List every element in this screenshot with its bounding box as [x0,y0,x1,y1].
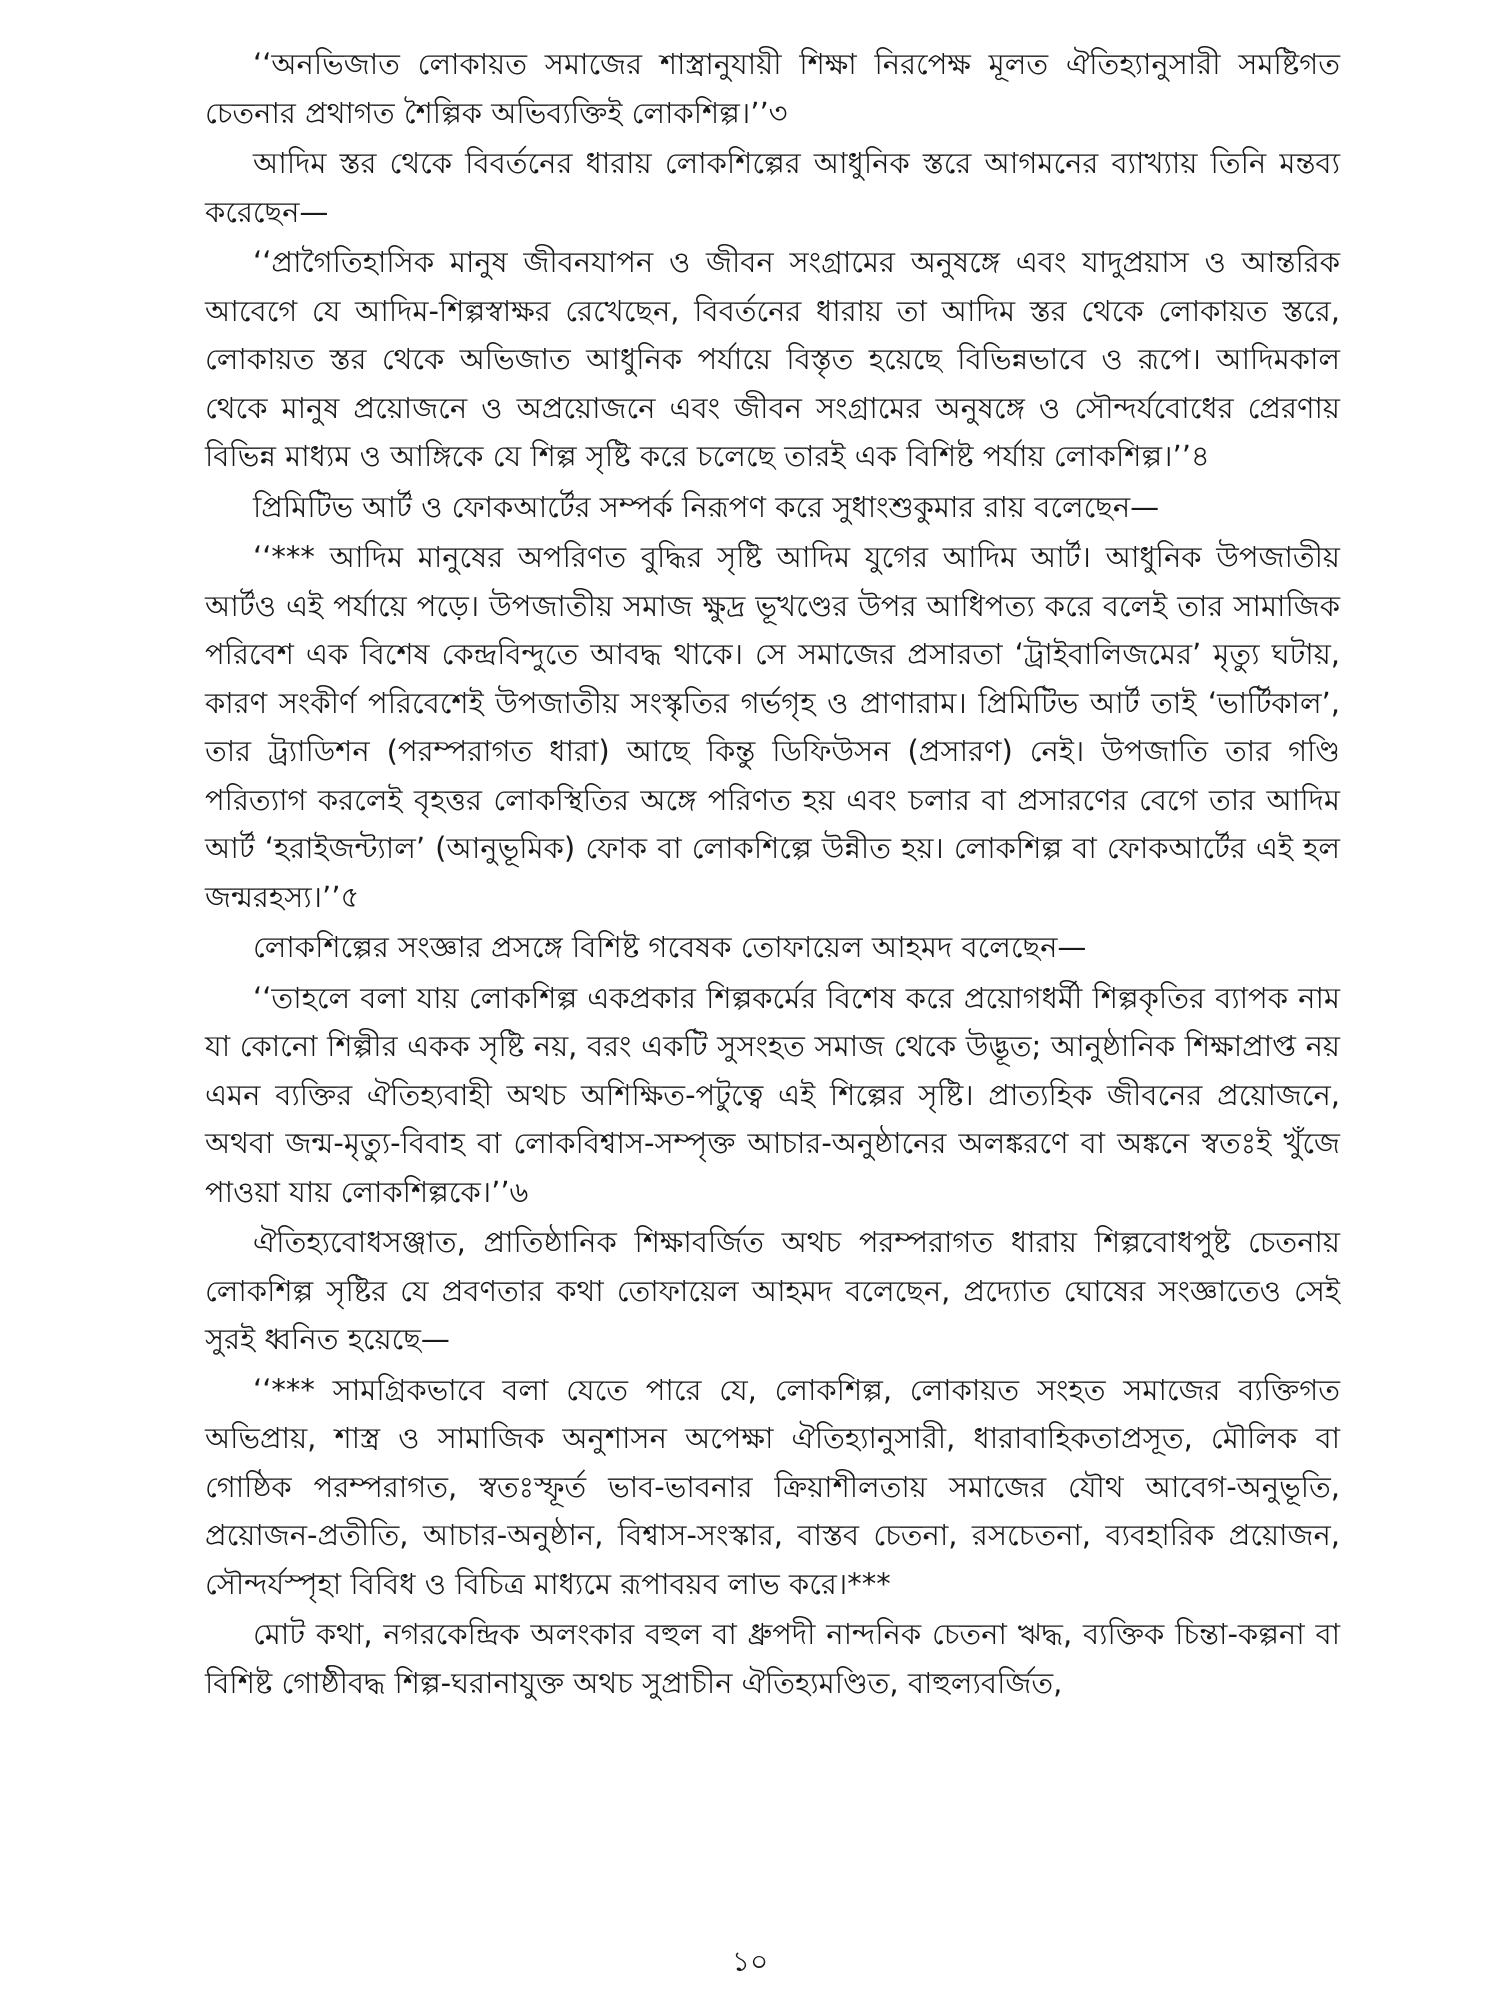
paragraph-quote-4: ‘‘তাহলে বলা যায় লোকশিল্প একপ্রকার শিল্পকর্মের বিশেষ করে প্রয়োগধর্মী শিল্পকৃতির ব্যাপক নাম যা কোনো শিল্পীর একক সৃষ্টি নয়, বরং একটি সুসংহত সমাজ থেকে উদ্ভূত; আনুষ্ঠানিক শিক্ষাপ্রাপ্ত নয় এমন ব্যক্তির ঐতিহ্যবাহী অথচ অশিক্ষিত-পটুত্বে এই শিল্পের সৃষ্টি। প্রাত্যহিক জীবনের প্রয়োজনে, অথবা জন্ম-মৃত্যু-বিবাহ বা লোকবিশ্বাস-সম্পৃক্ত আচার-অনুষ্ঠানের অলঙ্করণে বা অঙ্কনে স্বতঃই খুঁজে পাওয়া যায় লোকশিল্পকে।’’৬ [205,980,1340,1209]
paragraph-body-5: মোট কথা, নগরকেন্দ্রিক অলংকার বহুল বা ধ্রুপদী নান্দনিক চেতনা ঋদ্ধ, ব্যক্তিক চিন্তা-কল্পনা বা বিশিষ্ট গোষ্ঠীবদ্ধ শিল্প-ঘরানাযুক্ত অথচ সুপ্রাচীন ঐতিহ্যমণ্ডিত, বাহুল্যবর্জিত, [205,1617,1340,1700]
paragraph-body-1: আদিম স্তর থেকে বিবর্তনের ধারায় লোকশিল্পের আধুনিক স্তরে আগমনের ব্যাখ্যায় তিনি মন্তব্য করেছেন— [205,146,1340,229]
paragraph-quote-3: ‘‘*** আদিম মানুষের অপরিণত বুদ্ধির সৃষ্টি আদিম যুগের আদিম আর্ট। আধুনিক উপজাতীয় আর্টও এই পর্যায়ে পড়ে। উপজাতীয় সমাজ ক্ষুদ্র ভূখণ্ডের উপর আধিপত্য করে বলেই তার সামাজিক পরিবেশ এক বিশেষ কেন্দ্রবিন্দুতে আবদ্ধ থাকে। সে সমাজের প্রসারতা ‘ট্রাইবালিজমের’ মৃত্যু ঘটায়, কারণ সংকীর্ণ পরিবেশেই উপজাতীয় সংস্কৃতির গর্ভগৃহ ও প্রাণারাম। প্রিমিটিভ আর্ট তাই ‘ভার্টিকাল’, তার ট্র্যাডিশন (পরম্পরাগত ধারা) আছে কিন্তু ডিফিউসন (প্রসারণ) নেই। উপজাতি তার গণ্ডি পরিত্যাগ করলেই বৃহত্তর লোকস্থিতির অঙ্গে পরিণত হয় এবং চলার বা প্রসারণের বেগে তার আদিম আর্ট ‘হরাইজন্ট্যাল’ (আনুভূমিক) ফোক বা লোকশিল্পে উন্নীত হয়। লোকশিল্প বা ফোকআর্টের এই হল জন্মরহস্য।’’৫ [205,540,1340,914]
paragraph-body-2: প্রিমিটিভ আর্ট ও ফোকআর্টের সম্পর্ক নিরূপণ করে সুধাংশুকুমার রায় বলেছেন— [253,489,1160,524]
paragraph-quote-2: ‘‘প্রাগৈতিহাসিক মানুষ জীবনযাপন ও জীবন সংগ্রামের অনুষঙ্গে এবং যাদুপ্রয়াস ও আন্তরিক আবেগে যে আদিম-শিল্পস্বাক্ষর রেখেছেন, বিবর্তনের ধারায় তা আদিম স্তর থেকে লোকায়ত স্তরে, লোকায়ত স্তর থেকে অভিজাত আধুনিক পর্যায়ে বিস্তৃত হয়েছে বিভিন্নভাবে ও রূপে। আদিমকাল থেকে মানুষ প্রয়োজনে ও অপ্রয়োজনে এবং জীবন সংগ্রামের অনুষঙ্গে ও সৌন্দর্যবোধের প্রেরণায় বিভিন্ন মাধ্যম ও আঙ্গিকে যে শিল্প সৃষ্টি করে চলেছে তারই এক বিশিষ্ট পর্যায় লোকশিল্প।’’৪ [205,245,1340,473]
paragraph-body-3: লোকশিল্পের সংজ্ঞার প্রসঙ্গে বিশিষ্ট গবেষক তোফায়েল আহমদ বলেছেন— [253,930,1087,964]
paragraph-body-4: ঐতিহ্যবোধসঞ্জাত, প্রাতিষ্ঠানিক শিক্ষাবর্জিত অথচ পরম্পরাগত ধারায় শিল্পবোধপুষ্ট চেতনায় লোকশিল্প সৃষ্টির যে প্রবণতার কথা তোফায়েল আহমদ বলেছেন, প্রদ্যোত ঘোষের সংজ্ঞাতেও সেই সুরই ধ্বনিত হয়েছে— [205,1225,1340,1356]
page-number: ১০ [731,1945,769,1978]
paragraph-quote-1: ‘‘অনভিজাত লোকায়ত সমাজের শাস্ত্রানুযায়ী শিক্ষা নিরপেক্ষ মূলত ঐতিহ্যানুসারী সমষ্টিগত চেতনার প্রথাগত শৈল্পিক অভিব্যক্তিই লোকশিল্প।’’৩ [205,47,1340,130]
paragraph-quote-5: ‘‘*** সামগ্রিকভাবে বলা যেতে পারে যে, লোকশিল্প, লোকায়ত সংহত সমাজের ব্যক্তিগত অভিপ্রায়, শাস্ত্র ও সামাজিক অনুশাসন অপেক্ষা ঐতিহ্যানুসারী, ধারাবাহিকতাপ্রসূত, মৌলিক বা গোষ্ঠিক পরম্পরাগত, স্বতঃস্ফূর্ত ভাব-ভাবনার ক্রিয়াশীলতায় সমাজের যৌথ আবেগ-অনুভূতি, প্রয়োজন-প্রতীতি, আচার-অনুষ্ঠান, বিশ্বাস-সংস্কার, বাস্তব চেতনা, রসচেতনা, ব্যবহারিক প্রয়োজন, সৌন্দর্যস্পৃহা বিবিধ ও বিচিত্র মাধ্যমে রূপাবয়ব লাভ করে।*** [205,1372,1340,1601]
